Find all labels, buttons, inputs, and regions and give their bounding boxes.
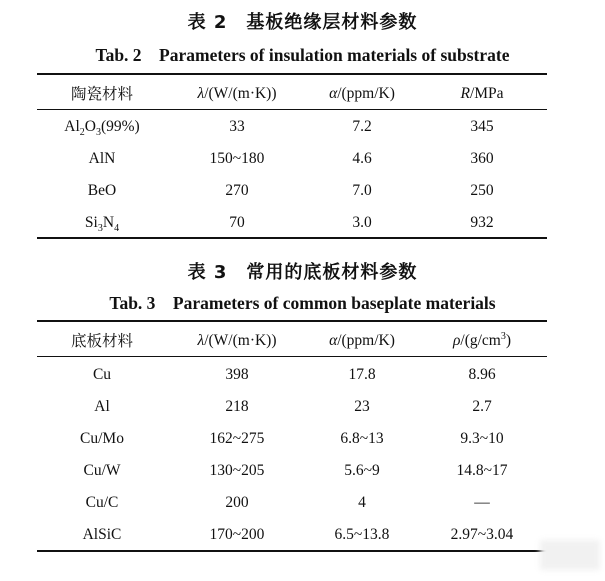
table-cell: Cu/Mo [80,430,124,447]
table3-title-en: Tab. 3 Parameters of common baseplate materials [109,293,496,313]
table-row [37,179,547,203]
table3-header-material: 底板材料 [70,332,133,350]
table-cell: 70 [229,214,245,231]
table2-header-r [417,82,547,106]
r-symbol: R [460,85,470,102]
alpha-symbol: α [329,85,338,102]
table-cell: 14.8~17 [456,462,508,479]
rho-unit-exponent: 3 [500,330,506,342]
lambda-symbol: λ [197,85,205,102]
table-cell: 345 [470,118,494,135]
table-row [37,147,547,171]
watermark-blur [540,540,600,570]
table-cell: 360 [470,150,494,167]
alpha-unit: /(ppm/K) [337,85,395,102]
table-cell: 250 [470,182,494,199]
lambda-unit: /(W/(m·K)) [204,332,277,349]
table3-top-rule [37,320,547,322]
table2-top-rule [37,73,547,75]
table-cell: Cu/W [83,462,121,479]
table-cell: 398 [225,366,249,383]
table2-bottom-rule [37,237,547,239]
table-row [37,459,547,483]
table2-title-cn: 表 2 基板绝缘层材料参数 [187,12,418,33]
lambda-symbol: λ [197,332,205,349]
table2-row4-material: $Si_3N_4$ [84,214,120,235]
table-cell: 3.0 [352,214,372,231]
table3-header-rule [37,356,547,357]
table-cell: 130~205 [209,462,265,479]
alpha-unit: /(ppm/K) [337,332,395,349]
table-cell: Cu/C [85,494,119,511]
table3-title-cn: 表 3 常用的底板材料参数 [187,262,418,283]
table-cell: 150~180 [209,150,265,167]
table-cell: 200 [225,494,249,511]
table3-header-alpha [307,329,417,353]
rho-unit: /(g/cm [460,332,501,349]
table-cell: 4 [358,494,366,511]
table-cell: Cu [92,366,112,383]
r-unit: /MPa [469,85,504,102]
table2-header-alpha [307,82,417,106]
table-cell: 17.8 [348,366,376,383]
table-row [37,115,547,139]
table3-header-rho [417,329,547,353]
table-cell: AlSiC [82,526,122,543]
alpha-symbol: α [329,332,338,349]
table-row [37,427,547,451]
lambda-unit: /(W/(m·K)) [204,85,277,102]
table-cell: AlN [88,150,116,167]
table2-header-rule [37,109,547,110]
table-cell: 7.2 [352,118,372,135]
table-cell: 162~275 [209,430,265,447]
table-cell: Al [94,398,110,415]
table-row [37,491,547,515]
table-cell: BeO [87,182,117,199]
table3-header-row [37,329,547,353]
table-row [37,363,547,387]
table2-header-row [37,82,547,106]
table2-title-en: Tab. 2 Parameters of insulation materials of substrate [95,45,510,65]
table-cell: 270 [225,182,249,199]
table-cell: 2.97~3.04 [450,526,514,543]
table2-header-lambda [167,82,307,106]
table-cell: 4.6 [352,150,372,167]
table2-header-material: 陶瓷材料 [70,85,133,103]
table-row [37,523,547,547]
table2-row1-material: $Al_2O_3(99\%)$ [64,118,140,139]
table-cell: 2.7 [472,398,492,415]
table-cell: 7.0 [352,182,372,199]
table-cell: 218 [225,398,249,415]
table3-bottom-rule [37,550,547,552]
table-row [37,395,547,419]
table-cell: 9.3~10 [460,430,504,447]
table-row [37,211,547,235]
table3-header-lambda [167,329,307,353]
table-cell: 33 [229,118,245,135]
table-cell: 6.8~13 [340,430,384,447]
table-cell: 8.96 [468,366,496,383]
table-cell: — [474,494,490,511]
table-cell: 170~200 [209,526,265,543]
rho-unit-close: ) [505,332,512,349]
table-cell: 23 [354,398,370,415]
rho-symbol: ρ [452,332,461,349]
table-cell: 5.6~9 [344,462,380,479]
table-cell: 6.5~13.8 [334,526,390,543]
table-cell: 932 [470,214,494,231]
